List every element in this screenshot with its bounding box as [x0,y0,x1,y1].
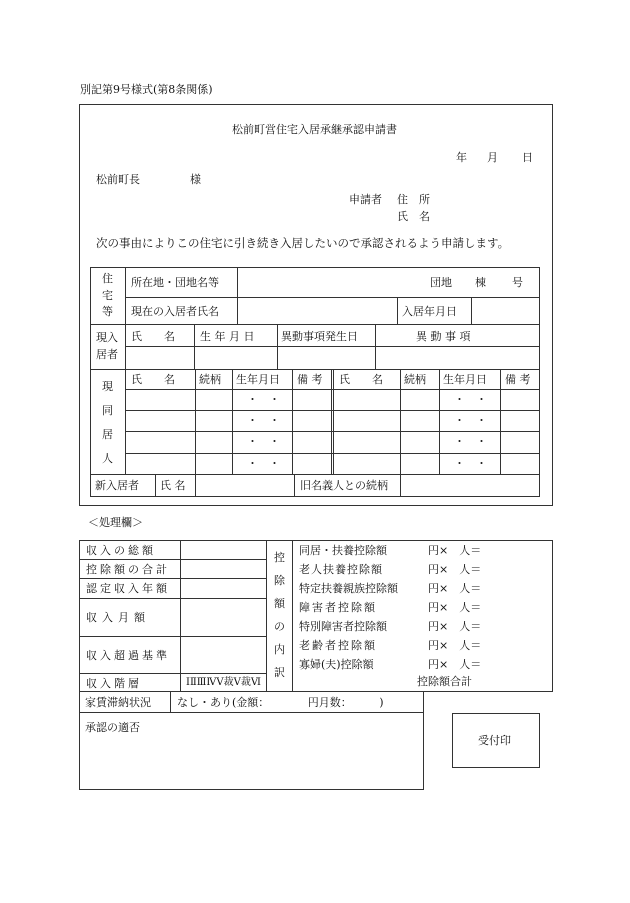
date-dots: ・ ・ [247,414,280,427]
danchi-label: 団地 [430,276,452,289]
cohabitant-relation-col-right: 続柄 [404,373,426,386]
deduction-header-1: 控 [274,551,285,564]
date-dots: ・ ・ [454,414,487,427]
gou-label: 号 [512,276,523,289]
applicant-label: 申請者 [349,193,382,206]
deduction-formula: 円× 人＝ [428,563,482,576]
deduction-formula: 円× 人＝ [428,620,482,633]
housing-header-1: 住 [102,272,113,285]
new-resident-label: 新入居者 [95,479,139,492]
date-dots: ・ ・ [454,435,487,448]
current-resident-header-1: 現入 [96,331,118,344]
cohabitant-note-col-right: 備 考 [505,373,531,386]
intro-text: 次の事由によりこの住宅に引き続き入居したいので承認されるよう申請します。 [96,236,510,250]
income-total-label: 収入の総額 [86,544,156,557]
deduction-item: 老人扶養控除額 [299,563,383,576]
current-dob-col: 生 年 月 日 [200,330,255,343]
cohabitant-dob-col-right: 生年月日 [443,373,487,386]
cohabitant-name-col-right: 氏 名 [339,373,383,386]
processing-label: ＜処理欄＞ [88,516,143,529]
reception-stamp-label: 受付印 [478,734,511,747]
deduction-item: 障害者控除額 [299,601,377,614]
addressee-mayor: 松前町長 [96,173,140,186]
rent-status-label: 家賃滞納状況 [85,696,151,709]
current-resident-label: 現在の入居者氏名 [131,305,219,318]
deduction-header-3: 額 [274,597,285,610]
deduction-item: 老齢者控除額 [299,639,377,652]
date-dots: ・ ・ [247,457,280,470]
date-dots: ・ ・ [247,393,280,406]
cohabitant-relation-col-left: 続柄 [199,373,221,386]
deduction-item: 特定扶養親族控除額 [299,582,398,595]
applicant-address-label: 住 所 [397,193,430,206]
approval-label: 承認の適否 [85,721,140,734]
cohabitant-header-3: 居 [102,428,113,441]
deduction-formula: 円× 人＝ [428,658,482,671]
deduction-header-6: 訳 [274,666,285,679]
date-dots: ・ ・ [454,393,487,406]
certified-income-label: 認定収入年額 [86,582,170,595]
rent-status-value: なし・あり(金額： 円月数： ) [177,696,384,709]
event-date-col: 異動事項発生日 [281,330,358,343]
applicant-name-label: 氏 名 [397,210,430,223]
income-tier-label: 収入階層 [86,677,142,690]
deduction-formula: 円× 人＝ [428,601,482,614]
cohabitant-header-1: 現 [102,380,113,393]
cohabitant-note-col-left: 備 考 [297,373,323,386]
event-col: 異 動 事 項 [416,330,471,343]
current-name-col: 氏 名 [131,330,175,343]
housing-header-2: 宅 [102,289,113,302]
date-month: 月 [487,151,498,164]
deduction-formula: 円× 人＝ [428,582,482,595]
deduction-total-label: 控除額の合計 [86,563,170,576]
excess-standard-label: 収入超過基準 [86,649,170,662]
date-day: 日 [522,151,533,164]
form-label: 別記第9号様式(第8条関係) [80,83,213,96]
housing-header-3: 等 [102,305,113,318]
move-in-label: 入居年月日 [402,305,457,318]
deduction-formula: 円× 人＝ [428,544,482,557]
form-title: 松前町営住宅入居承継承認申請書 [232,123,397,136]
date-dots: ・ ・ [454,457,487,470]
tou-label: 棟 [475,276,486,289]
monthly-income-label: 収入月額 [86,611,150,624]
date-year: 年 [456,151,467,164]
deduction-item: 特別障害者控除額 [299,620,387,633]
deduction-sum-label: 控除額合計 [417,675,472,688]
addressee-honorific: 様 [190,173,201,186]
deduction-formula: 円× 人＝ [428,639,482,652]
former-holder-relation-label: 旧名義人との続柄 [300,479,388,492]
deduction-header-4: の [274,620,285,633]
location-label: 所在地・団地名等 [131,276,219,289]
cohabitant-header-2: 同 [102,404,113,417]
date-dots: ・ ・ [247,435,280,448]
current-resident-header-2: 居者 [96,348,118,361]
cohabitant-dob-col-left: 生年月日 [236,373,280,386]
income-tier-value: ⅠⅡⅢⅣⅤ裁Ⅴ裁Ⅵ [186,677,261,688]
deduction-item: 寡婦(夫)控除額 [299,658,374,671]
deduction-header-5: 内 [274,643,285,656]
deduction-header-2: 除 [274,574,285,587]
cohabitant-header-4: 人 [102,452,113,465]
deduction-item: 同居・扶養控除額 [299,544,387,557]
new-resident-name-label: 氏 名 [160,479,186,492]
cohabitant-name-col-left: 氏 名 [131,373,175,386]
